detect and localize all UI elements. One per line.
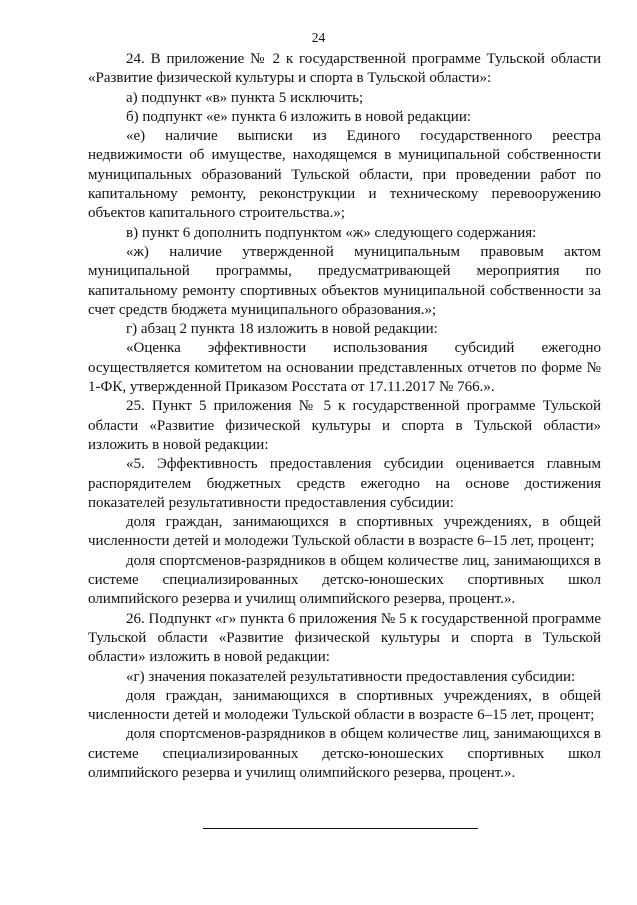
- paragraph-item-25: 25. Пункт 5 приложения № 5 к государственной программе Тульской области «Развитие физической культуры и спорта в Тульской области» изложить в новой редакции:: [88, 398, 601, 453]
- paragraph-quote-g: «г) значения показателей результативности предоставления субсидии:: [126, 668, 576, 685]
- paragraph-subitem-g: г) абзац 2 пункта 18 изложить в новой редакции:: [126, 321, 438, 338]
- paragraph-subitem-v: в) пункт 6 дополнить подпунктом «ж» следующего содержания:: [126, 224, 537, 241]
- paragraph-subitem-b: б) подпункт «е» пункта 6 изложить в новой редакции:: [126, 108, 472, 125]
- paragraph-indicator-share-athletes-2: доля спортсменов-разрядников в общем количестве лиц, занимающихся в системе специализированных детско-юношеских спортивных школ олимпийского резерва и училищ олимпийского резерва, процент.».: [88, 726, 601, 781]
- paragraph-indicator-share-citizens: доля граждан, занимающихся в спортивных учреждениях, в общей численности детей и молодежи Тульской области в возрасте 6–15 лет, процент;: [88, 514, 601, 550]
- paragraph-quote-zh: «ж) наличие утвержденной муниципальным правовым актом муниципальной программы, предусматривающей мероприятия по капитальному ремонту спортивных объектов муниципальной собственности за счет средств бюджета муниципального образования.»;: [88, 243, 601, 318]
- page-number: 24: [311, 30, 326, 45]
- closing-divider-line: [203, 828, 478, 829]
- document-body: [88, 50, 601, 783]
- paragraph-quote-5: «5. Эффективность предоставления субсидии оценивается главным распорядителем бюджетных средств ежегодно на основе достижения показателей результативности предоставления субсидии:: [88, 456, 601, 511]
- paragraph-item-24: 24. В приложение № 2 к государственной программе Тульской области «Развитие физической культуры и спорта в Тульской области»:: [88, 51, 601, 87]
- paragraph-quote-e: «е) наличие выписки из Единого государственного реестра недвижимости об имуществе, находящемся в муниципальной собственности муниципальных образований Тульской области, при проведении работ по капитальному ремонту, реконструкции и техническому перевооружению объектов капитального строительства.»;: [88, 128, 601, 222]
- paragraph-indicator-share-citizens-2: доля граждан, занимающихся в спортивных учреждениях, в общей численности детей и молодежи Тульской области в возрасте 6–15 лет, процент;: [88, 687, 601, 724]
- paragraph-item-26: 26. Подпункт «г» пункта 6 приложения № 5 к государственной программе Тульской области «Развитие физической культуры и спорта в Тульской области» изложить в новой редакции:: [88, 610, 601, 666]
- paragraph-indicator-share-athletes: доля спортсменов-разрядников в общем количестве лиц, занимающихся в системе специализированных детско-юношеских спортивных школ олимпийского резерва и училищ олимпийского резерва, процент.».: [88, 552, 601, 608]
- paragraph-subitem-a: а) подпункт «в» пункта 5 исключить;: [126, 89, 364, 106]
- paragraph-quote-assessment: «Оценка эффективности использования субсидий ежегодно осуществляется комитетом на основании представленных отчетов по форме № 1-ФК, утвержденной Приказом Росстата от 17.11.2017 № 766.».: [88, 340, 601, 396]
